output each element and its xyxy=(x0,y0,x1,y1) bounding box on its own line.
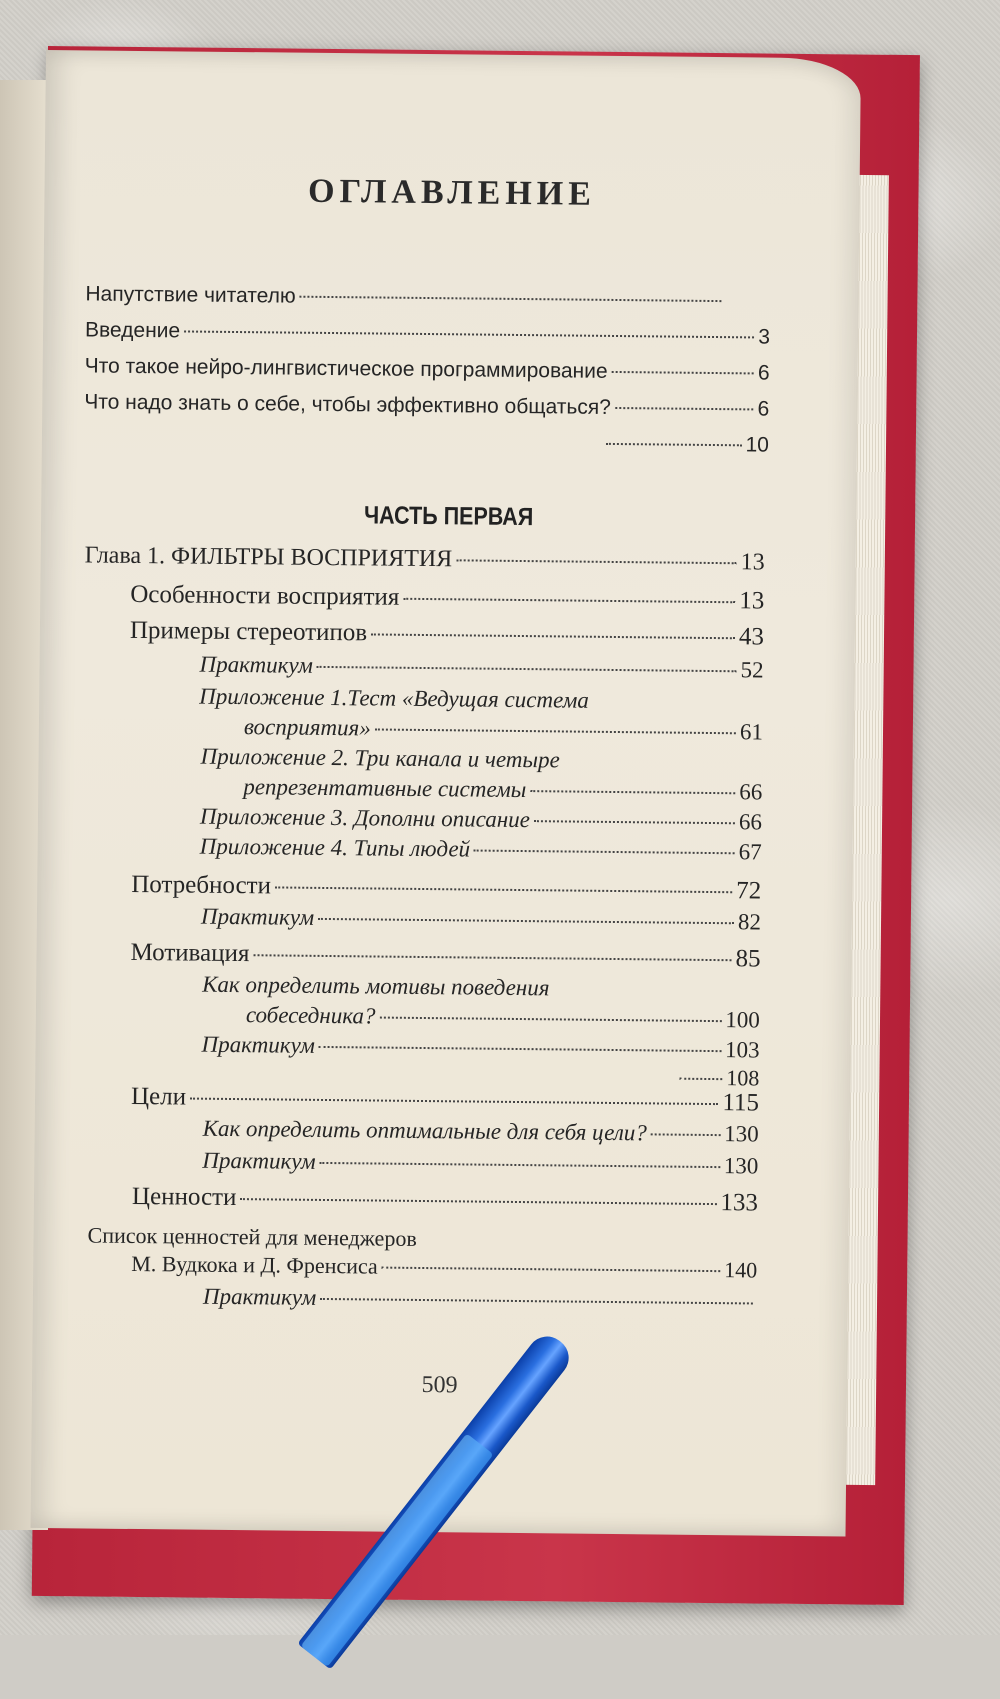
leader-dots xyxy=(379,1017,721,1023)
leader-dots xyxy=(253,954,731,961)
toc-entry-page: 13 xyxy=(740,549,765,576)
toc-entry-motives-cont xyxy=(246,1002,760,1033)
toc-entry-label: Что такое нейро-лингвистическое программирование xyxy=(84,354,608,383)
toc-entry-nlp xyxy=(85,354,770,385)
toc-chapter-1 xyxy=(85,542,765,576)
toc-entry-page: 100 xyxy=(725,1007,761,1033)
toc-entry-page-ten xyxy=(602,432,769,458)
leader-dots xyxy=(456,559,736,564)
toc-entry-page: 130 xyxy=(724,1121,759,1147)
toc-entry-appendix-4 xyxy=(200,834,762,866)
toc-entry-self-knowledge xyxy=(84,390,769,421)
toc-entry-motives: Как определить мотивы поведения xyxy=(202,971,550,1001)
toc-entry-label: Примеры стереотипов xyxy=(129,616,368,647)
leader-dots xyxy=(534,820,735,824)
toc-entry-introduction xyxy=(85,318,770,349)
leader-dots xyxy=(300,296,722,302)
toc-entry-page: 43 xyxy=(738,623,765,651)
toc-entry-page: 130 xyxy=(723,1153,759,1179)
toc-entry-page: 72 xyxy=(736,877,762,905)
leader-dots xyxy=(320,1162,720,1168)
toc-entry-page: 13 xyxy=(739,587,765,615)
toc-entry-label: Особенности восприятия xyxy=(130,580,400,611)
toc-entry-label: Ценности xyxy=(131,1182,237,1212)
toc-entry-practicum xyxy=(203,1284,757,1316)
toc-entry-appendix-1: Приложение 1.Тест «Ведущая система xyxy=(199,683,590,713)
toc-entry-appendix-2-cont xyxy=(243,774,762,805)
toc-entry-label: Практикум xyxy=(202,1283,317,1310)
page-number: 509 xyxy=(421,1372,458,1399)
toc-entry-page: 6 xyxy=(757,361,770,385)
toc-entry-label: репрезентативные системы xyxy=(243,774,527,803)
leader-dots xyxy=(606,443,742,446)
toc-entry-practicum xyxy=(201,904,761,936)
toc-entry-label: Глава 1. ФИЛЬТРЫ ВОСПРИЯТИЯ xyxy=(84,542,453,573)
leader-dots xyxy=(318,918,734,924)
toc-entry-values-list-cont xyxy=(131,1251,757,1284)
toc-entry-label: собеседника? xyxy=(245,1002,376,1029)
toc-entry-page: 67 xyxy=(738,839,762,865)
toc-entry-page: 85 xyxy=(735,945,761,973)
toc-entry-page: 61 xyxy=(739,719,764,745)
toc-entry-page: 3 xyxy=(758,325,771,349)
toc-entry-label: Что надо знать о себе, чтобы эффективно общаться? xyxy=(84,390,612,419)
toc-entry-page: 108 xyxy=(726,1065,760,1091)
toc-entry-label: Напутствие читателю xyxy=(85,282,296,308)
toc-entry-label: Введение xyxy=(84,318,181,343)
leader-dots xyxy=(615,407,754,410)
toc-entry-stereotypes xyxy=(130,617,764,652)
toc-entry-values-list: Список ценностей для менеджеров xyxy=(87,1222,417,1251)
toc-entry-page: 82 xyxy=(737,909,762,935)
toc-entry-page-108 xyxy=(675,1065,759,1092)
toc-entry-page: 133 xyxy=(720,1189,759,1217)
toc-entry-label: Потребности xyxy=(131,870,272,900)
toc-entry-label: Цели xyxy=(130,1082,187,1111)
toc-entry-page: 6 xyxy=(757,397,770,421)
toc-entry-page: 66 xyxy=(738,809,763,835)
leader-dots xyxy=(375,728,736,734)
toc-entry-perception xyxy=(130,581,764,616)
leader-dots xyxy=(184,330,754,338)
leader-dots xyxy=(403,598,735,603)
toc-entry-page: 52 xyxy=(740,657,764,683)
toc-entry-label: Приложение 3. Дополни описание xyxy=(199,803,531,833)
toc-entry-page: 103 xyxy=(724,1037,760,1063)
leader-dots xyxy=(474,850,735,855)
toc-entry-practicum xyxy=(201,1032,759,1064)
leader-dots xyxy=(190,1098,718,1106)
leader-dots xyxy=(240,1198,716,1205)
leader-dots xyxy=(612,371,754,374)
book-page xyxy=(31,50,861,1536)
toc-entry-page: 140 xyxy=(724,1257,758,1283)
toc-entry-label: М. Вудкока и Д. Френсиса xyxy=(131,1250,378,1279)
leader-dots xyxy=(320,1298,753,1305)
toc-entry-appendix-3 xyxy=(200,804,762,836)
toc-entry-practicum xyxy=(202,1148,758,1180)
toc-entry-page: 115 xyxy=(722,1089,760,1117)
toc-title: ОГЛАВЛЕНИЕ xyxy=(307,172,597,213)
toc-entry-motivation xyxy=(130,939,760,974)
leader-dots xyxy=(382,1267,721,1273)
toc-entry-appendix-1-cont xyxy=(244,714,763,745)
toc-entry-page: 10 xyxy=(745,433,770,457)
toc-entry-advice xyxy=(85,282,725,313)
toc-entry-label: Практикум xyxy=(202,1147,316,1174)
toc-entry-label: Практикум xyxy=(199,651,313,678)
leader-dots xyxy=(275,886,732,893)
part-title: ЧАСТЬ ПЕРВАЯ xyxy=(363,501,534,532)
toc-entry-label: Как определить оптимальные для себя цели? xyxy=(202,1115,647,1146)
leader-dots xyxy=(371,633,735,639)
toc-entry-label: восприятия» xyxy=(243,714,371,741)
leader-dots xyxy=(651,1133,720,1136)
leader-dots xyxy=(317,666,737,672)
toc-entry-label: Практикум xyxy=(200,903,315,930)
toc-entry-practicum xyxy=(199,652,763,684)
toc-entry-label: Практикум xyxy=(201,1031,315,1058)
toc-entry-goals xyxy=(131,1083,759,1118)
toc-entry-values xyxy=(132,1183,758,1218)
leader-dots xyxy=(679,1078,722,1080)
toc-entry-label: Мотивация xyxy=(130,938,250,968)
toc-entry-page: 66 xyxy=(739,779,763,805)
toc-entry-needs xyxy=(131,871,761,906)
toc-entry-label: Приложение 4. Типы людей xyxy=(199,833,471,862)
leader-dots xyxy=(319,1046,721,1052)
toc-entry-appendix-2: Приложение 2. Три канала и четыре xyxy=(200,743,560,773)
toc-entry-optimal-goals xyxy=(203,1116,759,1148)
leader-dots xyxy=(530,790,735,794)
